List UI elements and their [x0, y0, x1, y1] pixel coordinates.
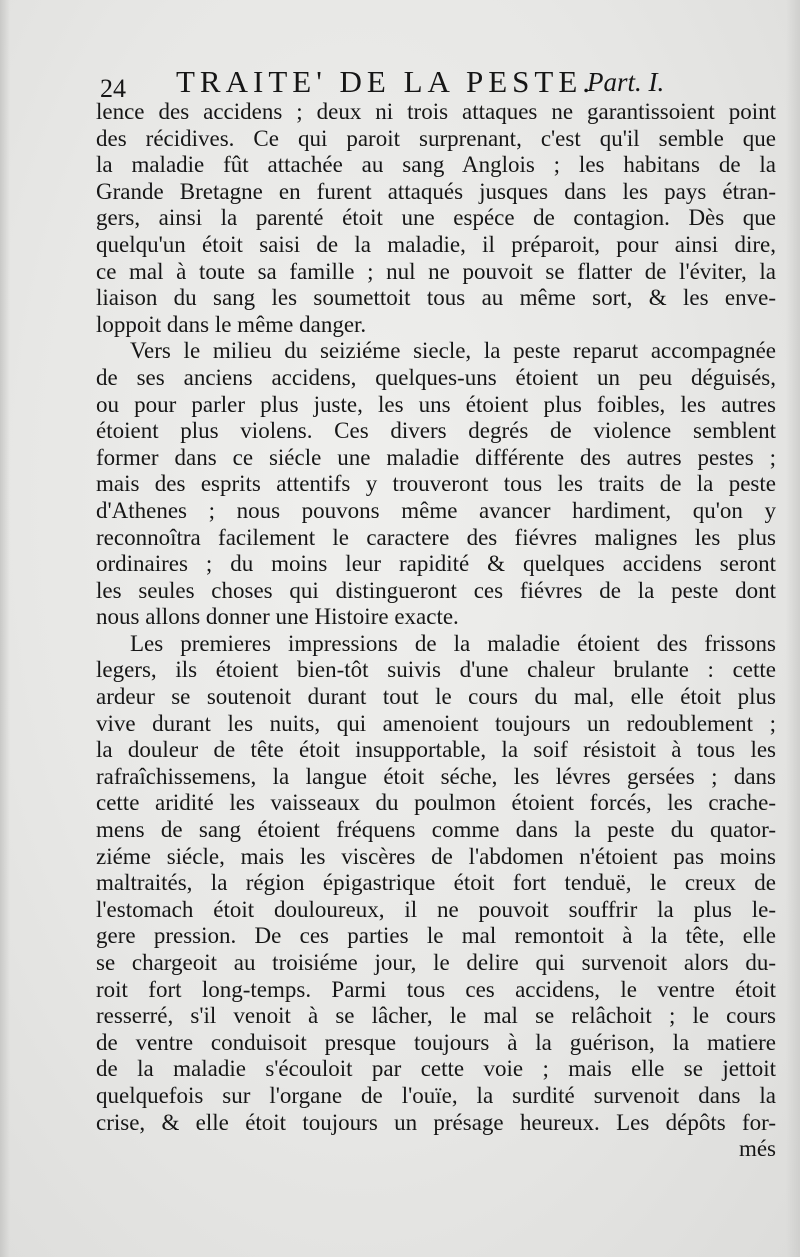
- text-line: Vers le milieu du seiziéme siecle, la peste reparut accompagnée: [130, 338, 776, 364]
- page-number: 24: [100, 74, 126, 103]
- body-text: [96, 99, 776, 1163]
- page-edge-shadow-right: [786, 0, 800, 1257]
- text-line: maltraités, la région épigastrique étoit fort tenduë, le creux de: [96, 870, 776, 896]
- running-title-part: Part. I.: [587, 67, 665, 97]
- text-line: ziéme siécle, mais les viscères de l'abdomen n'étoient pas moins: [96, 843, 776, 869]
- running-header: [100, 64, 680, 104]
- text-line: resserré, s'il venoit à se lâcher, le mal se relâchoit ; le cours: [96, 1003, 776, 1029]
- text-line: reconnoîtra facilement le caractere des fiévres malignes les plus: [96, 524, 776, 550]
- text-line: les seules choses qui distingueront ces fiévres de la peste dont: [96, 577, 776, 603]
- text-line: ardeur se soutenoit durant tout le cours du mal, elle étoit plus: [96, 684, 776, 710]
- text-line: crise, & elle étoit toujours un présage heureux. Les dépôts for-: [96, 1109, 776, 1135]
- catchword: més: [738, 1136, 776, 1162]
- text-line: de ses anciens accidens, quelques-uns étoient un peu déguisés,: [96, 364, 776, 390]
- text-line: nous allons donner une Histoire exacte.: [96, 604, 459, 630]
- text-line: loppoit dans le même danger.: [96, 311, 367, 337]
- text-line: roit fort long-temps. Parmi tous ces accidens, le ventre étoit: [96, 976, 776, 1002]
- text-line: former dans ce siécle une maladie différente des autres pestes ;: [96, 444, 776, 470]
- text-line: vive durant les nuits, qui amenoient toujours un redoublement ;: [96, 710, 776, 736]
- text-line: étoient plus violens. Ces divers degrés de violence semblent: [96, 418, 776, 444]
- running-title: TRAITE' DE LA PESTE.: [176, 64, 596, 99]
- text-line: Grande Bretagne en furent attaqués jusques dans les pays étran-: [96, 178, 776, 204]
- text-line: gers, ainsi la parenté étoit une espéce de contagion. Dès que: [96, 205, 776, 231]
- text-line: des récidives. Ce qui paroit surprenant, c'est qu'il semble que: [96, 125, 776, 151]
- page-edge-shadow-left: [0, 0, 10, 1257]
- text-line: Les premieres impressions de la maladie étoient des frissons: [130, 630, 776, 656]
- text-line: la douleur de tête étoit insupportable, la soif résistoit à tous les: [96, 737, 776, 763]
- text-line: se chargeoit au troisiéme jour, le delire qui survenoit alors du-: [96, 950, 776, 975]
- text-line: rafraîchissemens, la langue étoit séche, les lévres gersées ; dans: [96, 763, 776, 789]
- text-line: ordinaires ; du moins leur rapidité & quelques accidens seront: [96, 551, 776, 577]
- text-line: de la maladie s'écouloit par cette voie ; mais elle se jettoit: [96, 1056, 776, 1082]
- text-line: mens de sang étoient fréquens comme dans la peste du quator-: [96, 817, 776, 843]
- text-line: legers, ils étoient bien-tôt suivis d'une chaleur brulante : cette: [96, 657, 776, 683]
- text-line: quelquefois sur l'organe de l'ouïe, la surdité survenoit dans la: [96, 1082, 776, 1108]
- text-line: d'Athenes ; nous pouvons même avancer hardiment, qu'on y: [96, 497, 776, 523]
- text-line: l'estomach étoit douloureux, il ne pouvoit souffrir la plus le-: [96, 896, 776, 922]
- text-line: gere pression. De ces parties le mal remontoit à la tête, elle: [96, 923, 776, 949]
- text-line: ce mal à toute sa famille ; nul ne pouvoit se flatter de l'éviter, la: [96, 258, 776, 284]
- text-line: ou pour parler plus juste, les uns étoient plus foibles, les autres: [96, 391, 776, 417]
- text-line: la maladie fût attachée au sang Anglois ; les habitans de la: [96, 152, 776, 178]
- text-line: de ventre conduisoit presque toujours à la guérison, la matiere: [96, 1029, 776, 1055]
- text-line: quelqu'un étoit saisi de la maladie, il préparoit, pour ainsi dire,: [96, 231, 776, 257]
- text-line: mais des esprits attentifs y trouveront tous les traits de la peste: [96, 471, 776, 497]
- text-line: liaison du sang les soumettoit tous au même sort, & les enve-: [96, 285, 776, 311]
- text-line: lence des accidens ; deux ni trois attaques ne garantissoient point: [96, 99, 776, 124]
- text-line: cette aridité les vaisseaux du poulmon étoient forcés, les crache-: [96, 790, 776, 816]
